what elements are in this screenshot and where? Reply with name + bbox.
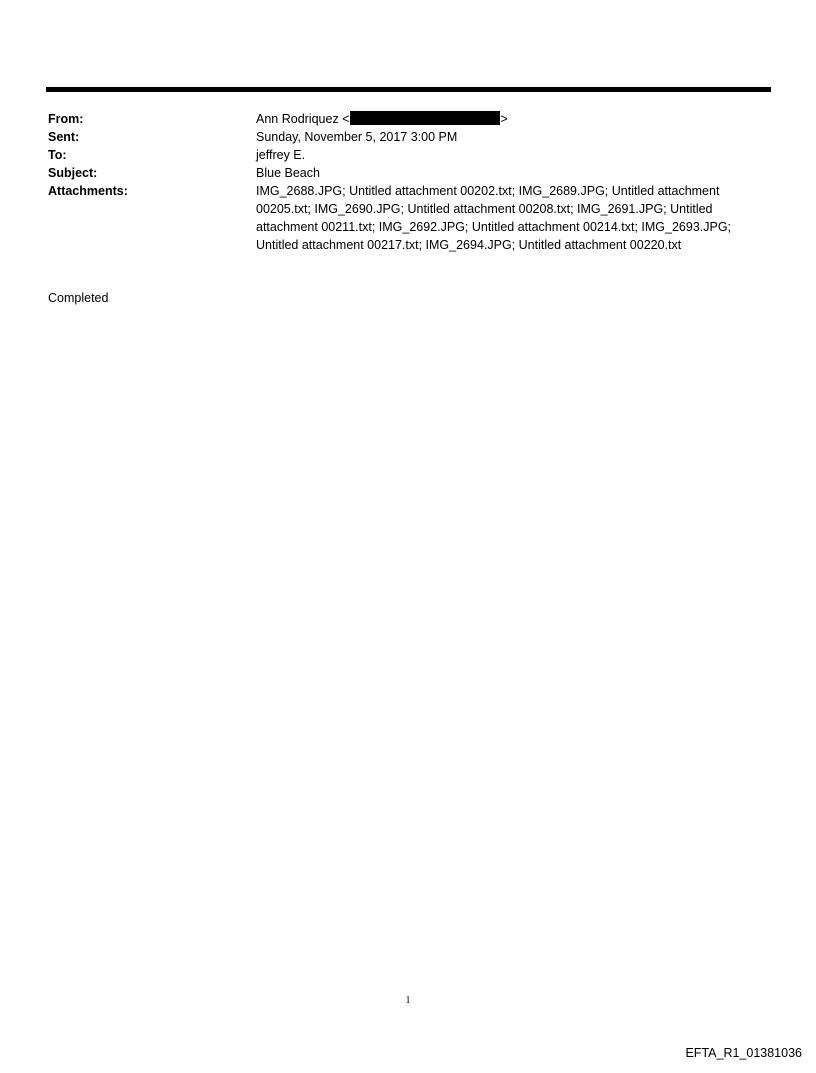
redaction-box — [350, 111, 500, 125]
sent-value: Sunday, November 5, 2017 3:00 PM — [256, 130, 458, 144]
from-row — [48, 110, 768, 128]
to-value: jeffrey E. — [256, 148, 306, 162]
attachments-value: IMG_2688.JPG; Untitled attachment 00202.txt; IMG_2689.JPG; Untitled attachment 00205.txt; IMG_2690.JPG; Untitled attachment 00208.txt; IMG_2691.JPG; Untitled attachment 00211.txt; IMG_2692.JPG; Untitled attachment 00214.txt; IMG_2693.JPG; Untitled attachment 00217.txt; IMG_2694.JPG; Untitled attachment 00220.txt — [256, 184, 732, 252]
to-row — [48, 146, 768, 164]
header-divider — [46, 87, 771, 92]
sent-label: Sent: — [48, 130, 80, 144]
subject-label: Subject: — [48, 166, 98, 180]
subject-row — [48, 164, 768, 182]
subject-value: Blue Beach — [256, 166, 320, 180]
email-header — [48, 110, 768, 254]
from-label: From: — [48, 112, 84, 126]
from-close: > — [500, 112, 508, 126]
to-label: To: — [48, 148, 67, 162]
page-number: 1 — [405, 995, 411, 1006]
from-name: Ann Rodriquez < — [256, 112, 350, 126]
attachments-row — [48, 182, 768, 254]
document-id: EFTA_R1_01381036 — [685, 1046, 802, 1060]
sent-row — [48, 128, 768, 146]
attachments-label: Attachments: — [48, 184, 128, 198]
email-body: Completed — [48, 291, 109, 305]
from-value — [256, 110, 768, 128]
